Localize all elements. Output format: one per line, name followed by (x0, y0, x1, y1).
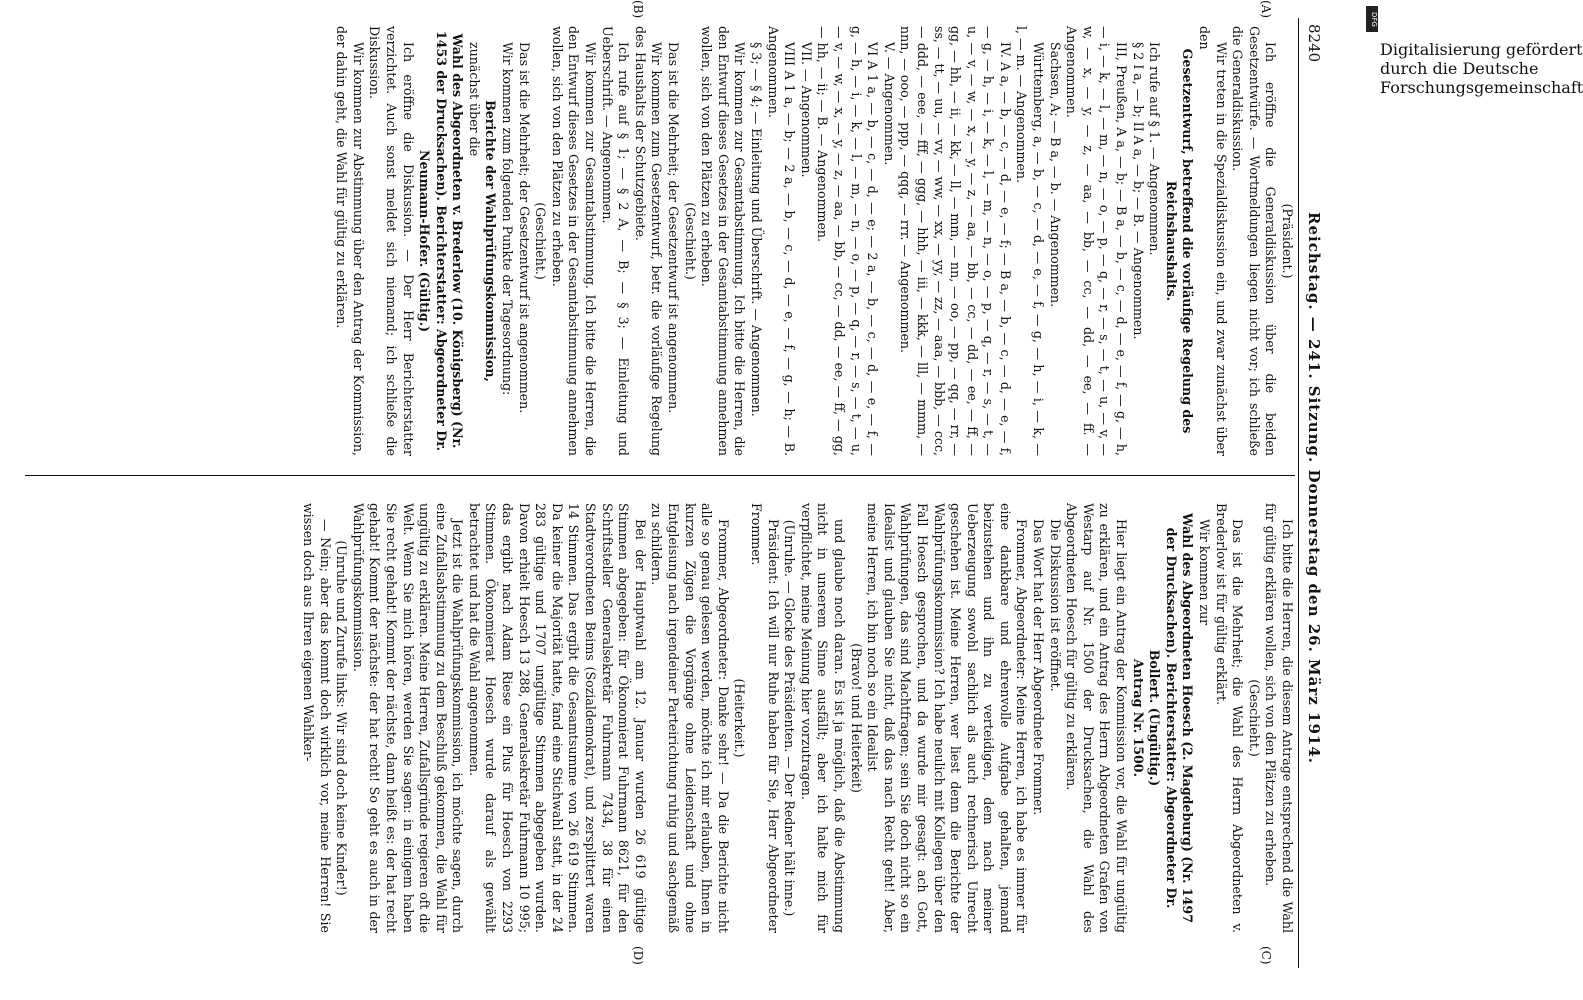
paragraph: VIII A 1 a, — b; — 2 a, — b, — c, — d, — e, — f, — g, — h; — B. Angenommen. (765, 26, 798, 456)
paragraph: Ich rufe auf § 1; — § 2 A, — B; — § 3; — Einleitung und Ueberschrift. — Angenommen. (599, 26, 632, 456)
header-rule (1298, 18, 1299, 968)
page-title: Reichstag. — 241. Sitzung. Donnerstag den 26. März 1914. (1305, 212, 1323, 764)
paragraph: III, Preußen, A a, — b; — B a, — b, — c, — d, — e, — f, — g, — h, — i, — k, — l, — m, — n, — o, — p, — q, — r, — s, — t, — u, — v, — w, — x, — y, — z, — aa, — bb, — cc, — dd, — ee, — ff. — Angenommen. (1064, 26, 1130, 456)
paragraph: Die Diskussion ist eröffnet. (1047, 519, 1063, 692)
paragraph: Antrag Nr. 1500. (1130, 659, 1146, 777)
paragraph: Wir kommen zur (1197, 519, 1213, 626)
dfg-logo: DFG (1366, 6, 1378, 32)
paragraph: Das ist die Mehrheit; der Gesetzentwurf ist angenommen. (516, 42, 532, 414)
paragraph: (Geschieht.) (533, 202, 549, 280)
paragraph: Ich eröffne die Diskussion. — Der Herr Berichterstatter verzichtet. Auch sonst meldet sich niemand; ich schließe die Diskussion. (367, 26, 416, 456)
paragraph: VI A 1 a, — b, — c, — d, — e; — 2 a, — b, — c, — d, — e, — f, — g, — h, — i, — k, — l, — m, — n, — o, — p, — q, — r, — s, — t, — u, — v, — w, — x, — y, — z, — aa, — bb, — cc, — dd, — ee, — ff, — gg, — hh, — ii; — B. — Angenommen. (815, 26, 881, 456)
paragraph: Wir kommen zum folgenden Punkte der Tagesordnung: (500, 42, 516, 396)
paragraph: § 3; — § 4; — Einleitung und Überschrift. — Angenommen. (749, 42, 764, 417)
paragraph: Berichte der Wahlprüfungskommission, (483, 100, 499, 382)
paragraph: zunächst über die (466, 42, 482, 157)
rotated-page-content (15, 0, 1325, 978)
footer (1355, 8, 1375, 998)
paragraph: (Geschieht.) (1246, 679, 1262, 757)
paragraph: Sachsen, A; — B a, — b. — Angenommen. (1047, 42, 1063, 308)
paragraph: Ich bitte die Herren, die diesem Antrage entsprechend die Wahl für gültig erklären wollen, sich von den Plätzen zu erheben. (1263, 503, 1295, 933)
paragraph: Präsident: Ich will nur Ruhe haben für Sie, Herr Abgeordneter Frommer. (749, 503, 781, 933)
paragraph: Das Wort hat der Herr Abgeordnete Frommer. (1031, 519, 1047, 816)
margin-mark-b: (B) (631, 0, 645, 19)
paragraph: Wir treten in die Spezialdiskussion ein, und zwar zunächst über den (1197, 26, 1229, 456)
paragraph: Wir kommen zur Gesamtabstimmung. Ich bitte die Herren, die den Entwurf dieses Gesetzes in der Gesamtabstimmung annehmen wollen, sich von den Plätzen zu erheben. (549, 26, 599, 456)
footer-text: Digitalisierung gefördert durch die Deutsche Forschungsgemeinschaft (1380, 40, 1583, 97)
paragraph: (Unruhe und Zurufe links: Wir sind doch keine Kinder!) (334, 540, 350, 896)
paragraph: (Heiterkeit.) (732, 678, 748, 758)
paragraph: Wir kommen zum Gesetzentwurf, betr. die vorläufige Regelung des Haushalts der Schutzgebiete. (632, 26, 665, 456)
paragraph: Das ist die Mehrheit; die Wahl des Herrn Abgeordneten v. Brederlow ist für gültig erklärt. (1213, 503, 1246, 933)
paragraph: Das ist die Mehrheit; der Gesetzentwurf ist angenommen. (666, 42, 682, 414)
paragraph: IV. A a, — b, — c, — d, — e, — f; — B a, — b, — c, — d, — e, — f, — g, — h, — i, — k, — l, — m, — n, — o, — p, — q, — r, — s, — t, — u, — v, — w, — x, — y, — z, — aa, — bb, — cc, — dd, — ee, — ff, — gg, — hh, — ii, — kk, — ll, — mm, — nn, — oo, — pp, — qq, — rr, — ss, — tt, — uu, — vv, — ww, — xx, — yy, — zz, — aaa, — bbb, — ccc, — ddd, — eee, — fff, — ggg, — hhh, — iii, — kkk, — lll, — mmm, — nnn, — ooo, — ppp, — qqq, — rrr. — Angenommen. (898, 26, 1013, 457)
paragraph: (Geschieht.) (682, 202, 698, 280)
column-divider (25, 475, 1295, 476)
paragraph: V. — Angenommen. (881, 42, 897, 166)
paragraph: Ich rufe auf § 1. — Angenommen. (1147, 42, 1163, 256)
paragraph: Wir kommen zur Abstimmung über den Antrag der Kommission, der dahin geht, die Wahl für gültig zu erklären. (334, 26, 366, 456)
paragraph: und glaube noch daran. Es ist ja möglich, daß die Abstimmung nicht in unserem Sinne ausfällt; aber ich halte mich für verpflichtet, meine Meinung hier vorzutragen. (798, 503, 847, 933)
paragraph: — Nein; aber das kommt doch wirklich vor, meine Herren! Sie wissen doch aus Ihren eigenen Wahlker- (300, 503, 333, 933)
margin-mark-a: (A) (1259, 0, 1273, 19)
paragraph: (Bravo! und Heiterkeit) (848, 643, 864, 793)
paragraph: Wir kommen zur Gesamtabstimmung. Ich bitte die Herren, die den Entwurf dieses Gesetzes in der Gesamtabstimmung annehmen wollen, sich von den Plätzen zu erheben. (699, 26, 748, 456)
paragraph: Ich eröffne die Generaldiskussion über die beiden Gesetzentwürfe. — Wortmeldungen liegen nicht vor; ich schließe die Generaldiskussion. (1230, 26, 1279, 456)
page-header (1301, 0, 1325, 978)
right-column (25, 503, 1295, 933)
paragraph: Bei der Hauptwahl am 12. Januar wurden 26 619 gültige Stimmen abgegeben: für Ökonomierat Fuhrmann 8621, für den Schriftsteller Generalsekretär Fuhrmann 7434, 38 für einen Stadtverordneten Beims (Sozialdemokrat), und zersplittert waren 14 Stimmen. Das ergibt die Gesamtsumme von 26 619 Stimmen. Da keiner die Majorität hatte, fand eine Stichwahl statt, in der 24 283 gültige und 1707 ungültige Stimmen abgegeben wurden. Davon erhielt Hoesch 13 288, Generalsekretär Fuhrmann 10 995; das ergibt nach Adam Riese ein Plus für Hoesch von 2293 Stimmen. Ökonomierat Hoesch wurde darauf als gewählt betrachtet und hat die Wahl angenommen. (466, 503, 648, 933)
paragraph: Hier liegt ein Antrag der Kommission vor, die Wahl für ungültig zu erklären, und ein Antrag des Herrn Abgeordneten Grafen von Westarp auf Nr. 1500 der Drucksachen, die Wahl des Abgeordneten Hoesch für gültig zu erklären. (1064, 503, 1130, 933)
left-column (25, 26, 1295, 456)
paragraph: Jetzt ist die Wahlprüfungskommission, ich möchte sagen, durch eine Zufallsabstimmung zu dem Beschluß gekommen, die Wahl für ungültig zu erklären. Meine Herren, Zufallsgründe regieren oft die Welt. Wenn Sie mich hören, werden Sie sagen: in einigem haben Sie recht gehabt! Kommt der nächste, dann heißt es: der hat recht gehabt! Kommt der nächste: der hat recht! So geht es auch in der Wahlprüfungskommission. (350, 503, 466, 933)
paragraph: VII. — Angenommen. (798, 42, 814, 178)
paragraph: Frommer, Abgeordneter: Danke sehr! — Da die Berichte nicht alle so genau gelesen werden, möchte ich mir erlauben, Ihnen in kurzen Zügen die Vorgänge ohne Leidenschaft und ohne Entgleisung nach irgendeiner Parteirichtung ruhig und sachgemäß zu schildern. (649, 503, 731, 933)
paragraph: (Unruhe. — Glocke des Präsidenten. — Der Redner hält inne.) (782, 519, 798, 917)
margin-mark-d: (D) (631, 946, 645, 965)
paragraph: Gesetzentwurf, betreffend die vorläufige Regelung des Reichshaushalts. (1163, 48, 1196, 434)
paragraph: (Präsident.) (1280, 203, 1295, 279)
paragraph: Wahl des Abgeordneten Hoesch (2. Magdeburg) (Nr. 1497 der Drucksachen). Berichterstatter: Abgeordneter Dr. Bollert. (Ungültig.) (1147, 513, 1196, 923)
paragraph: § 2 I a, — b; II A a, — b; — B. — Angenommen. (1130, 42, 1146, 340)
page-number: 8240 (1305, 24, 1323, 63)
paragraph: Frommer, Abgeordneter: Meine Herren, ich habe es immer für eine dankbare und ehrenvolle Aufgabe gehalten, jemand beizustehen und ihn zu verteidigen, dem nach meiner Ueberzeugung sowohl sachlich als auch rechnerisch Unrecht geschehen ist. Meine Herren, wer liest denn die Berichte der Wahlprüfungskommission? Ich habe neulich mit Kollegen über den Fall Hoesch gesprochen, und da wurde mir gesagt: ach Gott, Wahlprüfungen, das sind Machtfragen; sein Sie doch nicht so ein Idealist und glauben Sie nicht, daß das nach Recht geht! Aber, meine Herren, ich bin noch so ein Idealist (865, 503, 1030, 933)
paragraph: Wahl des Abgeordneten v. Brederlow (10. Königsberg) (Nr. 1453 der Drucksachen). Berichterstatter: Abgeordneter Dr. Neumann-Hofer. (Gültig.) (417, 30, 466, 452)
paragraph: Württemberg, a, — b, — c, — d, — e, — f, — g, — h, — i, — k, — l, — m. — Angenommen. (1014, 26, 1047, 456)
margin-mark-c: (C) (1259, 946, 1273, 965)
